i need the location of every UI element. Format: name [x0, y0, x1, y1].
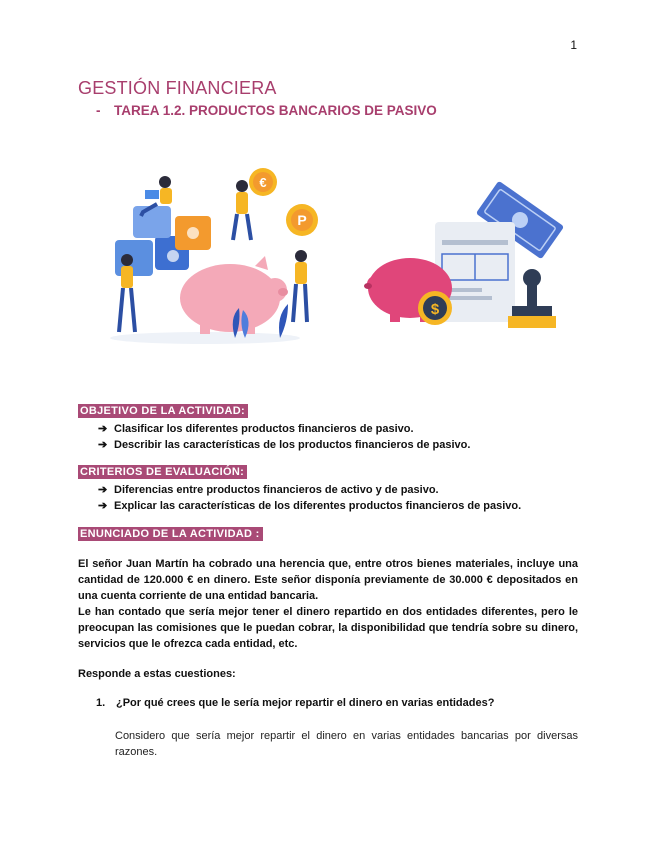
question-text: ¿Por qué crees que le sería mejor repartir el dinero en varias entidades?: [116, 697, 495, 709]
objetivo-list: [78, 421, 470, 453]
banking-documents-illustration: [360, 180, 560, 340]
enunciado-paragraph-2: Le han contado que sería mejor tener el dinero repartido en dos entidades diferentes, pero le preocupan las comisiones que le puedan cobrar, la disponibilidad que tendría sobre su dinero, servicios que le ofrezca cada entidad, etc.: [78, 606, 578, 650]
enunciado-label: ENUNCIADO DE LA ACTIVIDAD :: [78, 527, 263, 541]
question-number: 1.: [96, 697, 106, 709]
subtitle-text: TAREA 1.2. PRODUCTOS BANCARIOS DE PASIVO: [114, 103, 437, 118]
criterios-list: [78, 482, 521, 514]
answer-1: Considero que sería mejor repartir el dinero en varias entidades bancarias por diversas razones.: [115, 730, 578, 758]
criterios-label: CRITERIOS DE EVALUACIÓN:: [78, 465, 247, 479]
page-number: 1: [570, 38, 577, 52]
list-item: ➔ Diferencias entre productos financieros de activo y de pasivo.: [98, 484, 439, 496]
question-1: [96, 697, 494, 709]
objetivo-label: OBJETIVO DE LA ACTIVIDAD:: [78, 404, 248, 418]
list-item: ➔ Explicar las características de los diferentes productos financieros de pasivo.: [98, 500, 522, 512]
coin-euro-text: €: [259, 175, 267, 190]
list-item: ➔ Clasificar los diferentes productos financieros de pasivo.: [98, 423, 414, 435]
arrow-icon: ➔: [98, 439, 108, 451]
list-item: ➔ Describir las características de los productos financieros de pasivo.: [98, 439, 471, 451]
criterios-section: [78, 462, 521, 514]
arrow-icon: ➔: [98, 484, 108, 496]
arrow-icon: ➔: [98, 423, 108, 435]
savings-people-illustration: [105, 168, 305, 348]
enunciado-paragraph-1: El señor Juan Martín ha cobrado una herencia que, entre otros bienes materiales, incluye una cantidad de 120.000 € en dinero. Este señor disponía previamente de 30.000 € depositados en una cuenta corriente de una entidad bancaria.: [78, 558, 578, 602]
objetivo-section: [78, 401, 470, 453]
enunciado-section: [78, 524, 263, 542]
coin-p-text: P: [297, 212, 307, 228]
subtitle-dash: -: [96, 103, 101, 118]
arrow-icon: ➔: [98, 500, 108, 512]
responde-text: Responde a estas cuestiones:: [78, 668, 236, 680]
document-subtitle: [96, 103, 437, 118]
coin-dollar-text: $: [430, 301, 440, 318]
document-title: GESTIÓN FINANCIERA: [78, 78, 277, 98]
